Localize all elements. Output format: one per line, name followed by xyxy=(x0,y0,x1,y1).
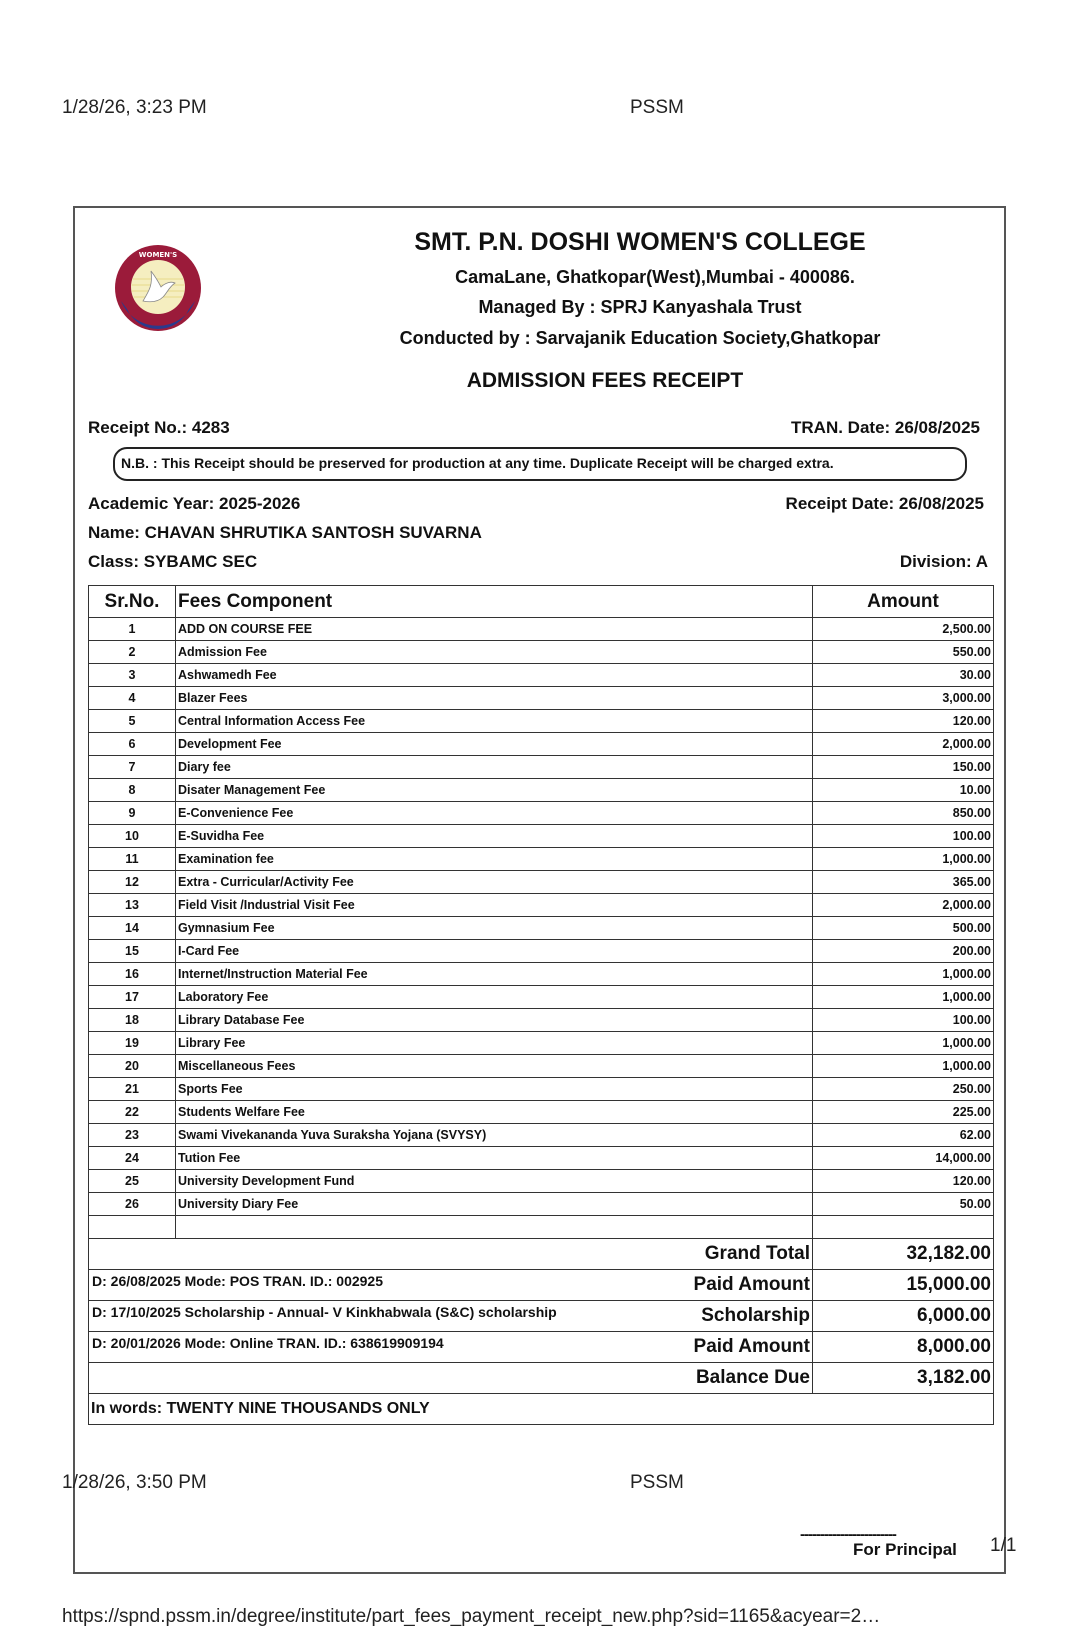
signature-line: ------------------------ xyxy=(800,1526,896,1543)
row-sr-no: 12 xyxy=(89,871,176,894)
row-sr-no: 4 xyxy=(89,687,176,710)
table-row xyxy=(89,986,994,1009)
row-fee-component: Library Database Fee xyxy=(176,1009,813,1032)
table-row xyxy=(89,618,994,641)
scholarship-info: D: 17/10/2025 Scholarship - Annual- V Kinkhabwala (S&C) scholarship xyxy=(92,1304,557,1320)
conducted-by: Conducted by : Sarvajanik Education Society,Ghatkopar xyxy=(399,328,881,348)
signature-label: For Principal xyxy=(853,1540,957,1559)
table-row xyxy=(89,894,994,917)
row-fee-component: Disater Management Fee xyxy=(176,779,813,802)
row-sr-no: 11 xyxy=(89,848,176,871)
row-sr-no: 13 xyxy=(89,894,176,917)
managed-by: Managed By : SPRJ Kanyashala Trust xyxy=(478,297,802,317)
row-fee-component: Extra - Curricular/Activity Fee xyxy=(176,871,813,894)
table-row xyxy=(89,733,994,756)
payment-label: Paid Amount xyxy=(693,1274,810,1295)
row-sr-no: 10 xyxy=(89,825,176,848)
row-sr-no: 19 xyxy=(89,1032,176,1055)
row-fee-component: I-Card Fee xyxy=(176,940,813,963)
table-row xyxy=(89,1170,994,1193)
row-amount: 100.00 xyxy=(813,825,994,848)
row-fee-component: Tution Fee xyxy=(176,1147,813,1170)
row-fee-component: Diary fee xyxy=(176,756,813,779)
row-sr-no: 15 xyxy=(89,940,176,963)
row-amount: 850.00 xyxy=(813,802,994,825)
row-sr-no: 14 xyxy=(89,917,176,940)
row-sr-no: 3 xyxy=(89,664,176,687)
print-datetime: 1/28/26, 3:23 PM xyxy=(62,97,207,118)
row-sr-no: 26 xyxy=(89,1193,176,1216)
table-row xyxy=(89,940,994,963)
grand-total-label: Grand Total xyxy=(89,1239,813,1270)
amount-in-words: In words: TWENTY NINE THOUSANDS ONLY xyxy=(89,1394,994,1425)
row-fee-component: E-Convenience Fee xyxy=(176,802,813,825)
table-row xyxy=(89,848,994,871)
header-sr-no: Sr.No. xyxy=(89,586,176,618)
row-sr-no: 24 xyxy=(89,1147,176,1170)
payment-row xyxy=(89,1270,994,1301)
row-fee-component: Library Fee xyxy=(176,1032,813,1055)
row-amount: 2,500.00 xyxy=(813,618,994,641)
grand-total-value: 32,182.00 xyxy=(813,1239,994,1270)
svg-text:WOMEN'S: WOMEN'S xyxy=(138,251,178,259)
payment-info: D: 20/01/2026 Mode: Online TRAN. ID.: 638619909194 xyxy=(92,1335,444,1351)
row-amount: 50.00 xyxy=(813,1193,994,1216)
header-fees-component: Fees Component xyxy=(176,586,813,618)
row-fee-component: Central Information Access Fee xyxy=(176,710,813,733)
row-sr-no: 16 xyxy=(89,963,176,986)
table-row xyxy=(89,917,994,940)
payment-amount: 8,000.00 xyxy=(813,1332,994,1363)
table-row xyxy=(89,641,994,664)
row-amount: 365.00 xyxy=(813,871,994,894)
table-row xyxy=(89,1124,994,1147)
fees-table xyxy=(88,585,994,1425)
row-amount: 550.00 xyxy=(813,641,994,664)
table-row xyxy=(89,1032,994,1055)
row-amount: 62.00 xyxy=(813,1124,994,1147)
row-fee-component: Laboratory Fee xyxy=(176,986,813,1009)
print-title-overlay: PSSM xyxy=(630,1472,684,1493)
row-fee-component: Examination fee xyxy=(176,848,813,871)
student-division: Division: A xyxy=(899,552,988,571)
payment-row xyxy=(89,1332,994,1363)
balance-due-row xyxy=(89,1363,994,1394)
table-row xyxy=(89,756,994,779)
row-fee-component: Blazer Fees xyxy=(176,687,813,710)
row-amount: 30.00 xyxy=(813,664,994,687)
row-amount: 150.00 xyxy=(813,756,994,779)
in-words-row xyxy=(89,1394,994,1425)
student-class: Class: SYBAMC SEC xyxy=(88,552,258,571)
row-amount: 120.00 xyxy=(813,710,994,733)
scholarship-amount: 6,000.00 xyxy=(813,1301,994,1332)
header-amount: Amount xyxy=(813,586,994,618)
table-row xyxy=(89,871,994,894)
table-row xyxy=(89,1078,994,1101)
table-row xyxy=(89,802,994,825)
row-sr-no: 17 xyxy=(89,986,176,1009)
college-address: CamaLane, Ghatkopar(West),Mumbai - 400086. xyxy=(455,267,855,287)
page-number: 1/1 xyxy=(990,1535,1017,1556)
row-sr-no: 21 xyxy=(89,1078,176,1101)
row-amount: 1,000.00 xyxy=(813,1032,994,1055)
row-fee-component: Field Visit /Industrial Visit Fee xyxy=(176,894,813,917)
page-url: https://spnd.pssm.in/degree/institute/part_fees_payment_receipt_new.php?sid=1165&acyear=2… xyxy=(62,1606,881,1627)
table-header-row xyxy=(89,586,994,618)
row-amount: 2,000.00 xyxy=(813,733,994,756)
row-fee-component: Ashwamedh Fee xyxy=(176,664,813,687)
table-row xyxy=(89,825,994,848)
row-amount: 120.00 xyxy=(813,1170,994,1193)
row-fee-component: Internet/Instruction Material Fee xyxy=(176,963,813,986)
row-amount: 100.00 xyxy=(813,1009,994,1032)
payment-label: Paid Amount xyxy=(693,1336,810,1357)
row-amount: 10.00 xyxy=(813,779,994,802)
row-fee-component: Gymnasium Fee xyxy=(176,917,813,940)
print-title: PSSM xyxy=(630,97,684,118)
row-amount: 2,000.00 xyxy=(813,894,994,917)
row-fee-component: Students Welfare Fee xyxy=(176,1101,813,1124)
row-sr-no: 20 xyxy=(89,1055,176,1078)
row-fee-component: Miscellaneous Fees xyxy=(176,1055,813,1078)
college-logo-icon xyxy=(113,243,203,333)
row-sr-no: 6 xyxy=(89,733,176,756)
table-row xyxy=(89,1009,994,1032)
receipt-title: ADMISSION FEES RECEIPT xyxy=(466,369,744,392)
scholarship-row xyxy=(89,1301,994,1332)
row-amount: 1,000.00 xyxy=(813,1055,994,1078)
payment-amount: 15,000.00 xyxy=(813,1270,994,1301)
table-row xyxy=(89,779,994,802)
row-sr-no: 9 xyxy=(89,802,176,825)
row-amount: 1,000.00 xyxy=(813,986,994,1009)
row-sr-no: 23 xyxy=(89,1124,176,1147)
row-sr-no: 18 xyxy=(89,1009,176,1032)
preservation-note: N.B. : This Receipt should be preserved for production at any time. Duplicate Receipt will be charged extra. xyxy=(113,447,967,481)
row-amount: 200.00 xyxy=(813,940,994,963)
row-amount: 1,000.00 xyxy=(813,848,994,871)
row-amount: 1,000.00 xyxy=(813,963,994,986)
print-datetime-overlay: 1/28/26, 3:50 PM xyxy=(62,1472,207,1493)
row-fee-component: Admission Fee xyxy=(176,641,813,664)
table-row xyxy=(89,710,994,733)
row-sr-no: 8 xyxy=(89,779,176,802)
grand-total-row xyxy=(89,1239,994,1270)
row-fee-component: University Development Fund xyxy=(176,1170,813,1193)
row-amount: 14,000.00 xyxy=(813,1147,994,1170)
table-row xyxy=(89,1055,994,1078)
table-row xyxy=(89,1147,994,1170)
table-row xyxy=(89,664,994,687)
college-name: SMT. P.N. DOSHI WOMEN'S COLLEGE xyxy=(414,228,866,256)
row-fee-component: University Diary Fee xyxy=(176,1193,813,1216)
row-sr-no: 22 xyxy=(89,1101,176,1124)
table-row xyxy=(89,1101,994,1124)
tran-date: TRAN. Date: 26/08/2025 xyxy=(791,418,980,437)
row-sr-no: 25 xyxy=(89,1170,176,1193)
scholarship-label: Scholarship xyxy=(701,1305,810,1326)
receipt-number: Receipt No.: 4283 xyxy=(88,418,230,437)
balance-due-label: Balance Due xyxy=(89,1363,813,1394)
table-row xyxy=(89,1193,994,1216)
table-row xyxy=(89,687,994,710)
row-fee-component: Sports Fee xyxy=(176,1078,813,1101)
payment-info: D: 26/08/2025 Mode: POS TRAN. ID.: 002925 xyxy=(92,1273,383,1289)
row-fee-component: Swami Vivekananda Yuva Suraksha Yojana (SVYSY) xyxy=(176,1124,813,1147)
row-fee-component: E-Suvidha Fee xyxy=(176,825,813,848)
row-sr-no: 5 xyxy=(89,710,176,733)
row-amount: 225.00 xyxy=(813,1101,994,1124)
row-fee-component: ADD ON COURSE FEE xyxy=(176,618,813,641)
row-sr-no: 7 xyxy=(89,756,176,779)
row-amount: 500.00 xyxy=(813,917,994,940)
row-sr-no: 1 xyxy=(89,618,176,641)
row-sr-no: 2 xyxy=(89,641,176,664)
academic-year: Academic Year: 2025-2026 xyxy=(88,494,301,513)
blank-row xyxy=(89,1216,994,1239)
row-fee-component: Development Fee xyxy=(176,733,813,756)
balance-due-value: 3,182.00 xyxy=(813,1363,994,1394)
row-amount: 3,000.00 xyxy=(813,687,994,710)
row-amount: 250.00 xyxy=(813,1078,994,1101)
student-name: Name: CHAVAN SHRUTIKA SANTOSH SUVARNA xyxy=(88,523,482,542)
receipt-date: Receipt Date: 26/08/2025 xyxy=(785,494,984,513)
table-row xyxy=(89,963,994,986)
